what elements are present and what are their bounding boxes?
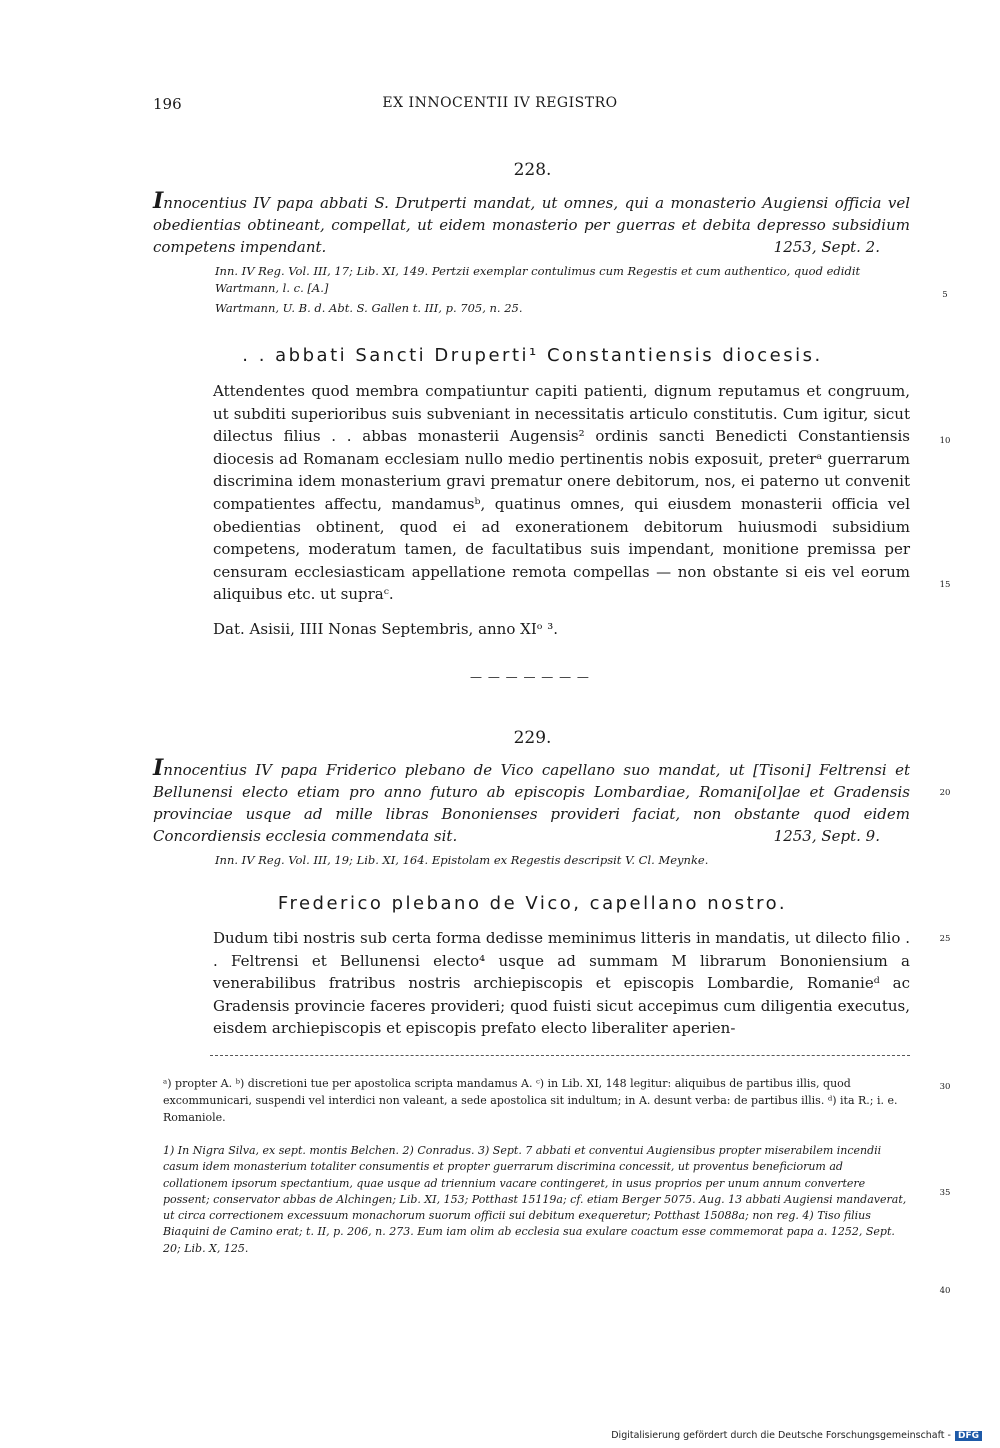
line-number: 35 [939,1188,951,1198]
line-number: 30 [939,1082,951,1092]
footnotes-numbers [163,1143,908,1257]
doc-229-sources [153,852,910,869]
doc-228-number: 228. [513,160,552,180]
body-paragraph: Attendentes quod membra compatiuntur capiti patienti, dignum reputamus et congruum, ut subditi superioribus suis subveniant in necessitatis articulo constitutis. Cum igitur, sicut dilectus filius . . abbas monasterii Augensis² ordinis sancti Benedicti Constantiensis diocesis ad Romanam ecclesiam nullo medio pertinentis nobis exposuit, preterᵃ guerrarum discrimina idem monasterium gravi prematur onere debitorum, nos, ei paterno ut convenit compatientes affectu, mandamusᵇ, quatinus omnes, qui eiusdem monasterii officia vel obedientias obtinent, quod ei ad exonerationem debitorum huiusmodi subsidium competens, moderatum tamen, de facultatibus suis impendant, monitione premissa per censuram ecclesiasticam appellatione remota compellas — non obstante si eis vel eorum aliquibus etc. ut supraᶜ. [213,382,910,604]
page-number: 196 [153,95,182,113]
regest-date: 1253, Sept. 9. [773,827,880,845]
source-line: Inn. IV Reg. Vol. III, 17; Lib. XI, 149. Pertzii exemplar contulimus cum Regestis et cum authentico, quod edidit Wartmann, l. c. [A.] [215,264,861,295]
regest-text: nnocentius IV papa abbati S. Drutperti mandat, ut omnes, qui a monasterio Augiensi officia vel obedientias obtineant, compellat, ut eidem monasterio per guerras et debita depresso subsidium competens impendant. [153,194,910,256]
line-number: 25 [939,934,951,944]
doc-229-addressee: Frederico plebano de Vico, capellano nostro. [277,893,788,914]
line-number: 20 [939,788,951,798]
footnotes-letters [163,1075,908,1126]
running-head: EX INNOCENTII IV REGISTRO [382,95,618,111]
dfg-logo: DFG [955,1431,982,1441]
line-number: 15 [939,580,951,590]
section-separator: — — — — — — — [470,670,590,684]
doc-228-text [213,380,910,606]
footer-text: Digitalisierung gefördert durch die Deutsche Forschungsgemeinschaft - [611,1430,951,1441]
line-number: 40 [939,1286,951,1296]
footnote-rule [210,1055,910,1056]
regest-initial: I [153,755,164,781]
doc-229-text [213,927,910,1040]
regest-date: 1253, Sept. 2. [773,238,880,256]
doc-228-sources [153,263,910,317]
doc-228-regest [153,190,910,258]
doc-229-regest [153,757,910,847]
body-paragraph: Dudum tibi nostris sub certa forma dedisse meminimus litteris in mandatis, ut dilecto filio . . Feltrensi et Bellunensi electo⁴ usque ad summam M librarum Bononiensium a venerabilibus fratribus nostris archiepiscopis et episcopis Lombardie, Romanieᵈ ac Gradensis provincie faceres provideri; quod fuisti sicut accepimus cum diligentia executus, eisdem archiepiscopis et episcopis prefato electo liberaliter aperien- [213,929,910,1038]
doc-228-datum: Dat. Asisii, IIII Nonas Septembris, anno XIᵒ ³. [213,620,559,638]
footnote-block: ᵃ) propter A. ᵇ) discretioni tue per apostolica scripta mandamus A. ᶜ) in Lib. XI, 148 legitur: aliquibus de partibus illis, quod excommunicari, suspendi vel interdici non valeant, a sede apostolica sit indultum; in A. desunt verba: de partibus illis. ᵈ) ita R.; i. e. Romaniole. [163,1077,898,1124]
footnote-block: 1) In Nigra Silva, ex sept. montis Belchen. 2) Conradus. 3) Sept. 7 abbati et conventui Augiensibus propter miserabilem incendii casum idem monasterium totaliter consumentis et propter guerrarum discrimina concessit, ut proventus beneficiorum ad collationem ipsorum spectantium, quae usque ad triennium vacare contingeret, in usus proprios per unum annum convertere possent; conservator abbas de Alchingen; Lib. XI, 153; Potthast 15119a; cf. etiam Berger 5075. Aug. 13 abbati Augiensi mandaverat, ut circa correctionem excessuum monachorum suorum officii sui debitum exequeretur; Potthast 15088a; non reg. 4) Tiso filius Biaquini de Camino erat; t. II, p. 206, n. 273. Eum iam olim ab ecclesia sua exulare coactum esse commemorat papa a. 1252, Sept. 20; Lib. X, 125. [163,1144,907,1255]
doc-228-addressee: . . abbati Sancti Druperti¹ Constantiensis diocesis. [242,345,823,366]
source-line: Wartmann, U. B. d. Abt. S. Gallen t. III, p. 705, n. 25. [215,301,523,315]
line-number: 10 [939,436,951,446]
regest-initial: I [153,188,164,214]
regest-text: nnocentius IV papa Friderico plebano de Vico capellano suo mandat, ut [Tisoni] Feltrensi et Bellunensi electo etiam pro anno futuro ab episcopis Lombardiae, Romani[ol]ae et Gradensis provinciae usque ad mille libras Bononienses provideri faciat, non obstante quod eidem Concordiensis ecclesia commendata sit. [153,761,910,845]
line-number: 5 [942,290,948,300]
source-line: Inn. IV Reg. Vol. III, 19; Lib. XI, 164. Epistolam ex Regestis descripsit V. Cl. Meynke. [215,853,709,867]
doc-229-number: 229. [513,728,552,748]
footer-credit [611,1430,982,1441]
